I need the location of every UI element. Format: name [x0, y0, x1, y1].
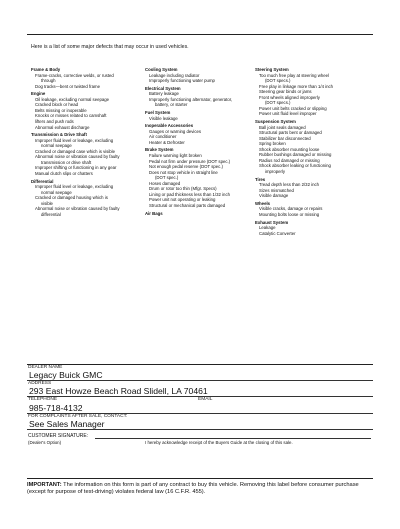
defect-item: Mounting bolts loose or missing [259, 211, 320, 217]
defect-item: Visible leakage [149, 115, 178, 121]
defect-item: transmission or drive shaft [41, 159, 92, 165]
defect-item: Failure warning light broken [149, 153, 202, 159]
defect-item: Spring broken [259, 141, 286, 147]
defect-item: Gauges or warning devices [149, 128, 202, 134]
dealer-option-note: (Dealer's Option) [28, 440, 62, 445]
defects-column-2 [145, 67, 253, 216]
defect-item: differential [41, 211, 61, 217]
defect-item: Sizes mismatched [259, 187, 294, 193]
acknowledge-text: I hereby acknowledge receipt of the Buyers Guide at the closing of this sale. [145, 440, 293, 445]
defect-item: (DOT spec.) [155, 175, 179, 181]
defect-item: Abnormal noise or vibration caused by faulty [35, 154, 120, 160]
defect-category-heading: Steering System [255, 67, 289, 72]
defect-item: Radius rod damaged or missing [259, 157, 320, 163]
defect-category-heading: Cooling System [145, 67, 178, 72]
defect-item: Rubber bushings damaged or missing [259, 152, 332, 158]
defect-item: Does not stop vehicle in straight line [149, 169, 218, 175]
defect-item: (DOT specs.) [265, 100, 291, 106]
defect-item: Leakage [259, 225, 276, 231]
defect-item: Power unit belts cracked or slipping [259, 105, 327, 111]
defect-item: Free play in linkage more than 1/4 inch [259, 83, 334, 89]
defect-item: Steering gear binds or jams [259, 89, 312, 95]
defect-item: Catalytic Converter [259, 230, 296, 236]
telephone-label: TELEPHONE [28, 397, 58, 402]
defect-category-heading: Wheels [255, 200, 271, 206]
defect-item: Shock absorber mounting loose [259, 146, 320, 152]
defect-item: Dog tracks—bent or twisted frame [35, 83, 100, 89]
telephone-email-labels [28, 397, 373, 403]
buyers-guide-back [27, 34, 373, 494]
defect-item: Abnormal exhaust discharge [35, 124, 90, 130]
defect-item: (DOT specs.) [265, 78, 291, 84]
defect-category-heading: Frame & Body [31, 67, 61, 72]
defect-item: Improperly functioning alternator, generator, [149, 96, 233, 102]
defect-item: Visible damage [259, 193, 289, 199]
defect-item: Improperly functioning water pump [149, 78, 215, 84]
dealer-name-value: Legacy Buick GMC [29, 370, 103, 380]
defect-item: Ball joint seals damaged [259, 124, 306, 130]
defect-category-heading: Differential [31, 178, 54, 184]
defect-item: lifters and push rods [35, 119, 74, 125]
defect-item: through [41, 78, 56, 84]
defect-item: Heater & Defroster [149, 139, 185, 145]
defect-item: Visible cracks, damage or repairs [259, 206, 323, 212]
dealer-name-label: DEALER NAME [28, 365, 63, 370]
defect-item: Shock absorber leaking or functioning [259, 163, 331, 169]
address-value: 293 East Howze Beach Road Slidell, LA 70461 [29, 386, 208, 396]
important-label: IMPORTANT: [27, 482, 62, 488]
defect-category-heading: Exhaust System [255, 219, 289, 225]
defects-column-1 [31, 67, 136, 218]
defect-item: normal seepage [41, 143, 72, 149]
telephone-value: 985-718-4132 [29, 403, 83, 413]
signature-row [27, 433, 373, 449]
defect-item: Battery leakage [149, 91, 179, 97]
defect-item: Lining or pad thickness less than 1/32 inch [149, 191, 230, 197]
defect-item: Belts missing or inoperable [35, 107, 87, 113]
defect-category-heading: Suspension System [255, 119, 296, 125]
defect-item: Oil leakage, excluding normal seepage [35, 96, 110, 102]
defect-item: Tread depth less than 2/32 inch [259, 182, 320, 188]
complaints-contact-value: See Sales Manager [29, 419, 105, 429]
dealer-form [27, 364, 373, 449]
defect-category-heading: Air Bags [145, 210, 163, 216]
customer-signature-label: CUSTOMER SIGNATURE: [28, 433, 89, 439]
defect-item: Not enough pedal reserve (DOT spec.) [149, 164, 223, 170]
defect-item: improperly [265, 168, 286, 174]
defect-item: Frame-cracks, corrective welds, or rusted [35, 72, 114, 78]
defect-category-heading: Electrical System [145, 85, 181, 91]
defect-item: Structural parts bent or damaged [259, 130, 322, 136]
email-label: EMAIL [198, 397, 213, 402]
defect-item: Improper fluid level or leakage, excluding [35, 137, 114, 143]
defect-item: Air conditioner [149, 134, 177, 140]
defect-category-heading: Fuel System [145, 110, 171, 116]
defects-intro: Here is a list of some major defects that may occur in used vehicles. [31, 44, 189, 50]
defect-item: Hoses damaged [149, 180, 181, 186]
important-text: The information on this form is part of any contract to buy this vehicle. Removing this label before consumer purchase (except for purpose of test-driving) violates federal law (16 C.F.R. 455). [27, 482, 359, 495]
signature-line[interactable] [95, 438, 371, 439]
defect-item: Abnormal noise or vibration caused by faulty [35, 206, 120, 212]
defect-item: Too much free play at steering wheel [259, 72, 329, 78]
defect-item: Manual clutch slips or chatters [35, 171, 93, 177]
defect-item: Cracked or damaged housing which is [35, 195, 108, 201]
defect-item: Power unit fluid level improper [259, 111, 317, 117]
defect-category-heading: Inoperable Accessories [145, 123, 194, 129]
defect-category-heading: Engine [31, 91, 46, 97]
address-label: ADDRESS [28, 381, 52, 386]
top-rule [27, 34, 373, 35]
defect-item: Cracked block or head [35, 102, 78, 108]
defect-item: Leakage including radiator [149, 72, 200, 78]
defect-category-heading: Tires [255, 176, 266, 182]
defect-item: Pedal not firm under pressure (DOT spec.) [149, 158, 231, 164]
defect-item: Improper shifting or functioning in any gear [35, 165, 117, 171]
defect-item: visible [41, 200, 53, 206]
defect-item: Drum or rotor too thin (Mfgr. Specs) [149, 186, 217, 192]
defect-item: battery, or starter [155, 102, 188, 108]
defect-item: Cracked or damaged case which is visible [35, 148, 116, 154]
defect-category-heading: Brake System [145, 147, 174, 153]
defect-item: Front wheels aligned improperly [259, 94, 320, 100]
defect-item: Knocks or misses related to camshaft [35, 113, 107, 119]
defect-category-heading: Transmission & Drive Shaft [31, 132, 87, 138]
defect-item: Stabilizer bar disconnected [259, 135, 311, 141]
defects-column-3 [255, 67, 369, 236]
defect-item: Improper fluid level or leakage, excluding [35, 184, 114, 190]
complaints-label: FOR COMPLAINTS AFTER SALE, CONTACT: [28, 414, 128, 419]
defect-item: Power unit not operating or leaking [149, 197, 216, 203]
important-notice [27, 478, 373, 496]
defect-item: normal seepage [41, 189, 72, 195]
defect-item: Structural or mechanical parts damaged [149, 202, 226, 208]
